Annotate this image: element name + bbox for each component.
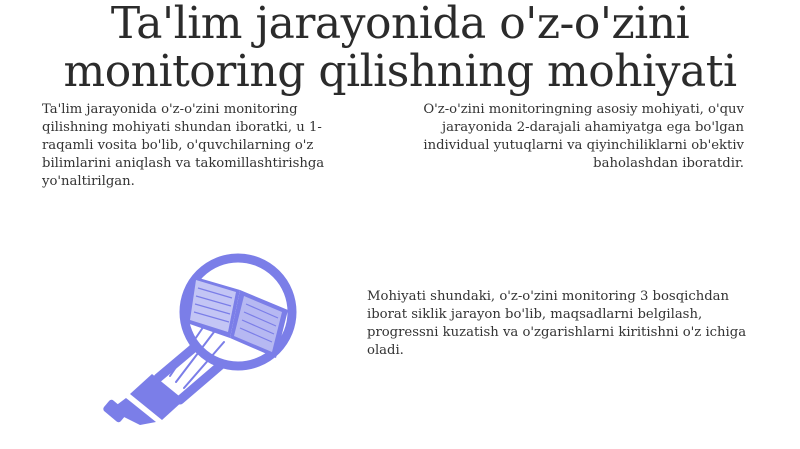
- paragraph-bottom: Mohiyati shundaki, o'z-o'zini monitoring 3 bosqichdan iborat siklik jarayon bo'lib, maqsadlarni belgilash, progressni kuzatish va o'zgarishlarni kiritishni o'z ichiga oladi.: [367, 289, 747, 358]
- paragraph-right: O'z-o'zini monitoringning asosiy mohiyati, o'quv jarayonida 2-darajali ahamiyatga ega bo'lgan individual yutuqlarni va qiyinchiliklarni ob'ektiv baholashdan iboratdir.: [423, 102, 744, 171]
- lightbulb-with-book-icon: [100, 250, 310, 425]
- paragraph-left: Ta'lim jarayonida o'z-o'zini monitoring qilishning mohiyati shundan iboratki, u 1-raqamli vosita bo'lib, o'quvchilarning o'z bilimlarini aniqlash va takomillashtirishga yo'naltirilgan.: [42, 102, 325, 189]
- bulb-base: [102, 374, 184, 425]
- page-title: Ta'lim jarayonida o'z-o'zini monitoring qilishning mohiyati: [63, 0, 737, 97]
